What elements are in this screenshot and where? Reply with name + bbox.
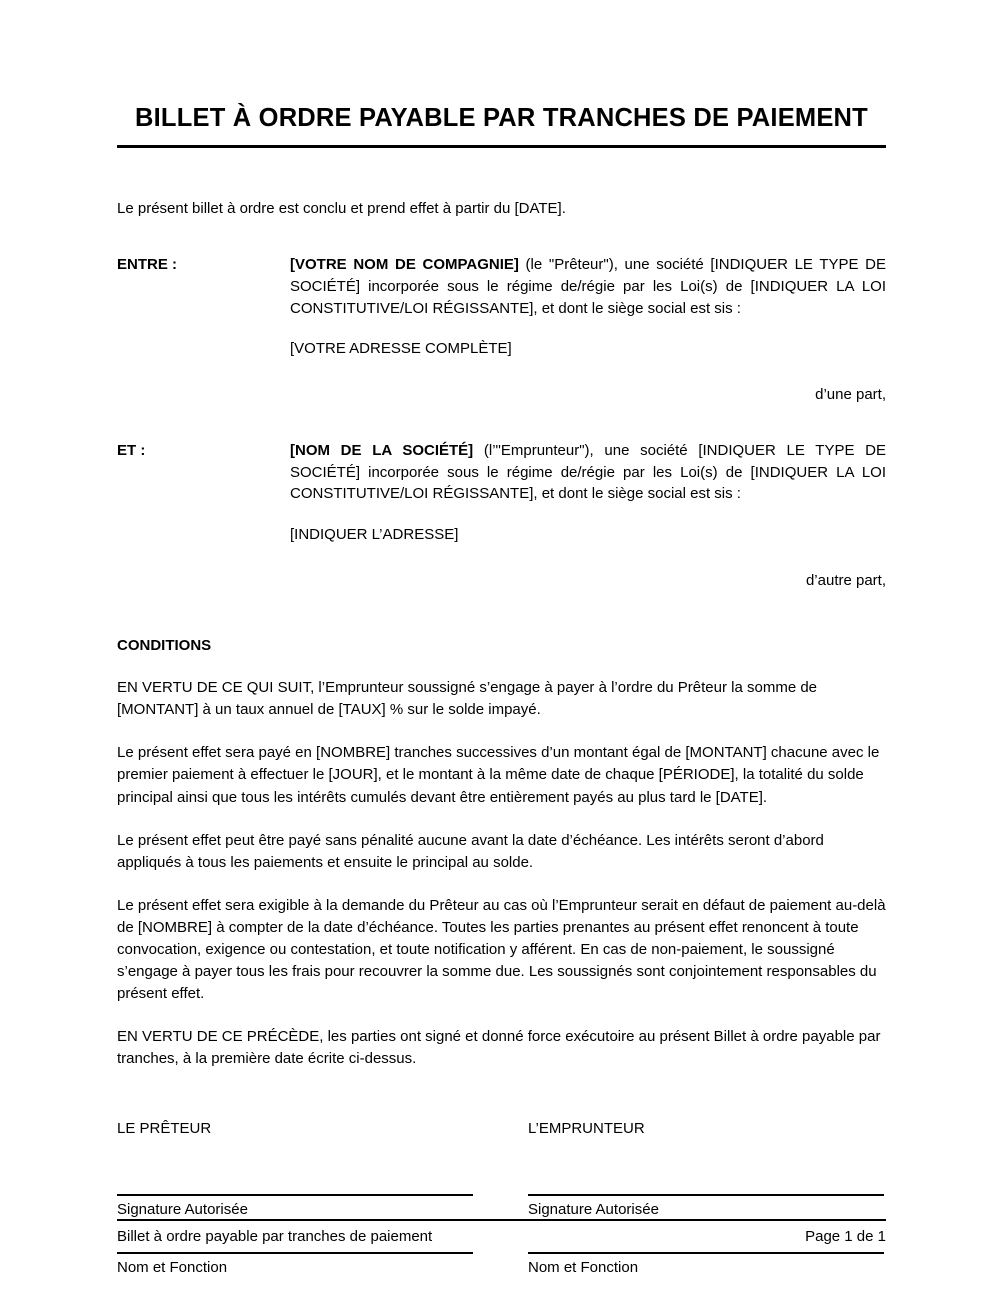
page-title: BILLET À ORDRE PAYABLE PAR TRANCHES DE PAIEMENT (135, 104, 868, 132)
lender-name: [VOTRE NOM DE COMPAGNIE] (290, 256, 519, 274)
signature-heading-borrower: L’EMPRUNTEUR (528, 1119, 645, 1137)
footer-document-name: Billet à ordre payable par tranches de paiement (117, 1228, 433, 1245)
borrower-description-paragraph (290, 440, 886, 505)
name-caption-borrower: Nom et Fonction (528, 1259, 639, 1277)
page-footer (117, 1219, 886, 1247)
signature-column-borrower (528, 1118, 884, 1140)
party-label-borrower: ET : (117, 441, 146, 459)
conditions-paragraph-2: Le présent effet sera payé en [NOMBRE] tranches successives d’un montant égal de [MONTANT] chacune avec le premier paiement à effectuer le [JOUR], et le montant à la même date de chaque [PÉRIODE], la totalité du solde principal ainsi que tous les intérêts cumulés devant être entièrement payés au plus tard le [DATE]. (117, 744, 880, 806)
signature-caption-borrower: Signature Autorisée (528, 1200, 659, 1218)
footer-page-number: Page 1 de 1 (805, 1228, 886, 1245)
borrower-name: [NOM DE LA SOCIÉTÉ] (290, 441, 474, 459)
lender-address: [VOTRE ADRESSE COMPLÈTE] (290, 340, 512, 358)
party-body-borrower (290, 440, 886, 546)
party-body-lender (290, 254, 886, 360)
signature-area (117, 1070, 886, 1279)
lender-description: (le "Prêteur"), une société [INDIQUER LE TYPE DE SOCIÉTÉ] incorporée sous le régime de/régie par les Loi(s) de [INDIQUER LA LOI CONSTITUTIVE/LOI RÉGISSANTE], et dont le siège social est sis : (290, 256, 886, 317)
conditions-paragraph-4: Le présent effet sera exigible à la demande du Prêteur au cas où l’Emprunteur serait en défaut de paiement au-delà de [NOMBRE] à compter de la date d’échéance. Toutes les parties prenantes au présent effet renoncent à toute convocation, exigence ou contestation, et toute notification y afférent. En cas de non-paiement, le soussigné s’engage à payer tous les frais pour recouvrer la somme due. Les soussignés sont conjointement responsables du présent effet. (117, 896, 886, 1002)
signature-field-lender[interactable] (117, 1194, 473, 1221)
name-field-borrower[interactable] (528, 1252, 884, 1279)
party-block-lender (117, 254, 886, 360)
borrower-address: [INDIQUER L’ADRESSE] (290, 526, 459, 544)
borrower-description: (l’"Emprunteur"), une société [INDIQUER LE TYPE DE SOCIÉTÉ] incorporée sous le régime de/régie par les Loi(s) de [INDIQUER LA LOI CONSTITUTIVE/LOI RÉGISSANTE], et dont le siège social est sis : (290, 441, 887, 503)
conditions-paragraph-5: EN VERTU DE CE PRÉCÈDE, les parties ont signé et donné force exécutoire au présent Billet à ordre payable par tranches, à la première date écrite ci-dessus. (117, 1027, 881, 1067)
name-lines-row (117, 1252, 886, 1279)
name-field-lender[interactable] (117, 1252, 473, 1279)
document-content (117, 0, 886, 1279)
signature-caption-lender: Signature Autorisée (117, 1200, 248, 1218)
footer-row (117, 1221, 886, 1247)
signature-spacer-1 (117, 1140, 886, 1194)
name-caption-lender: Nom et Fonction (117, 1259, 228, 1277)
signature-lines-row (117, 1194, 886, 1221)
signature-field-borrower[interactable] (528, 1194, 884, 1221)
conditions-paragraph-1: EN VERTU DE CE QUI SUIT, l’Emprunteur soussigné s’engage à payer à l’ordre du Prêteur la somme de [MONTANT] à un taux annuel de [TAUX] % sur le solde impayé. (117, 679, 818, 719)
conditions-paragraph-3: Le présent effet peut être payé sans pénalité aucune avant la date d’échéance. Les intérêts seront d’abord appliqués à tous les paiements et ensuite le principal au solde. (117, 831, 824, 871)
party-label-lender: ENTRE : (117, 256, 177, 274)
intro-paragraph: Le présent billet à ordre est conclu et prend effet à partir du [DATE]. (117, 200, 566, 218)
lender-description-paragraph (290, 254, 886, 319)
signature-heading-lender: LE PRÊTEUR (117, 1119, 212, 1137)
signature-column-lender (117, 1118, 473, 1140)
borrower-role-note: d’autre part, (805, 571, 886, 589)
party-block-borrower (117, 440, 886, 546)
signature-headings-row (117, 1118, 886, 1140)
lender-role-note: d’une part, (815, 386, 886, 404)
title-divider (117, 145, 886, 148)
conditions-heading: CONDITIONS (117, 636, 212, 654)
